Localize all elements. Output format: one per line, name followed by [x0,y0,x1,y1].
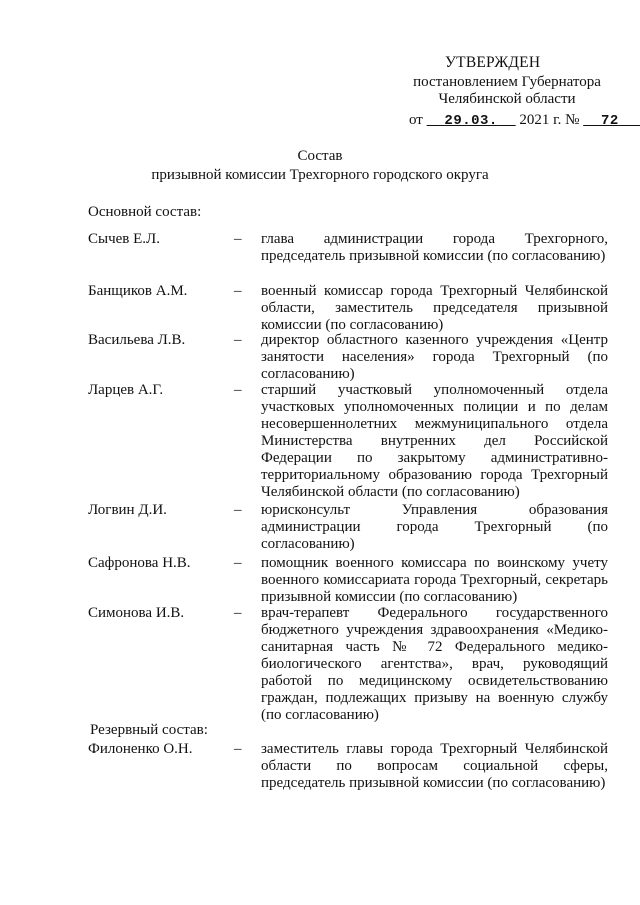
year-suffix: 2021 г. № [519,112,580,128]
member-role: глава администрации города Трехгорного, председатель призывной комиссии (по согласованию) [261,231,608,264]
date-prefix: от [409,112,423,128]
member-dash: – [234,605,242,621]
number-value: 72 [601,113,619,129]
approval-line-2: Челябинской области [438,91,576,107]
approval-date-line [409,112,619,130]
member-name: Ларцев А.Г. [88,382,164,398]
member-name: Сычев Е.Л. [88,231,160,247]
member-dash: – [234,382,242,398]
date-value: 29.03. [444,113,498,129]
member-dash: – [234,283,242,299]
member-role: врач-терапевт Федерального государственного бюджетного учреждения здравоохранения «Медико-санитарная часть № 72 Федерального медико-биологического агентства», врач, руководящий работой по медицинскому освидетельствованию граждан, подлежащих призыву на военную службу (по согласованию) [261,605,608,723]
approval-stamp [407,54,619,130]
member-dash: – [234,741,242,757]
member-role: директор областного казенного учреждения «Центр занятости населения» города Трехгорный (по согласованию) [261,332,608,382]
approval-heading: УТВЕРЖДЕН [445,54,541,71]
member-role: помощник военного комиссара по воинскому учету военного комиссариата города Трехгорный, секретарь призывной комиссии (по согласованию) [261,555,608,605]
member-dash: – [234,555,242,571]
member-role: старший участковый уполномоченный отдела участковых уполномоченных полиции и по делам несовершеннолетних межмуниципального отдела Министерства внутренних дел Российской Федерации по закрытому административно-территориальному образованию города Трехгорный Челябинской области (по согласованию) [261,382,608,500]
member-role: заместитель главы города Трехгорный Челябинской области по вопросам социальной сферы, председатель призывной комиссии (по согласованию) [261,741,608,791]
member-name: Логвин Д.И. [88,502,167,518]
member-name: Симонова И.В. [88,605,185,621]
approval-line-1: постановлением Губернатора [413,74,601,90]
member-dash: – [234,332,242,348]
member-name: Васильева Л.В. [88,332,186,348]
document-title [0,148,640,186]
member-role: юрисконсульт Управления образования администрации города Трехгорный (по согласованию) [261,502,608,552]
member-dash: – [234,231,242,247]
main-section-label: Основной состав: [88,204,202,220]
reserve-section-label: Резервный состав: [90,722,208,738]
member-name: Банщиков А.М. [88,283,188,299]
title-line-1: Состав [297,148,343,164]
title-line-2: призывной комиссии Трехгорного городского округа [151,167,489,183]
member-dash: – [234,502,242,518]
member-name: Сафронова Н.В. [88,555,191,571]
member-name: Филоненко О.Н. [88,741,193,757]
member-role: военный комиссар города Трехгорный Челябинской области, заместитель председателя призывной комиссии (по согласованию) [261,283,608,333]
